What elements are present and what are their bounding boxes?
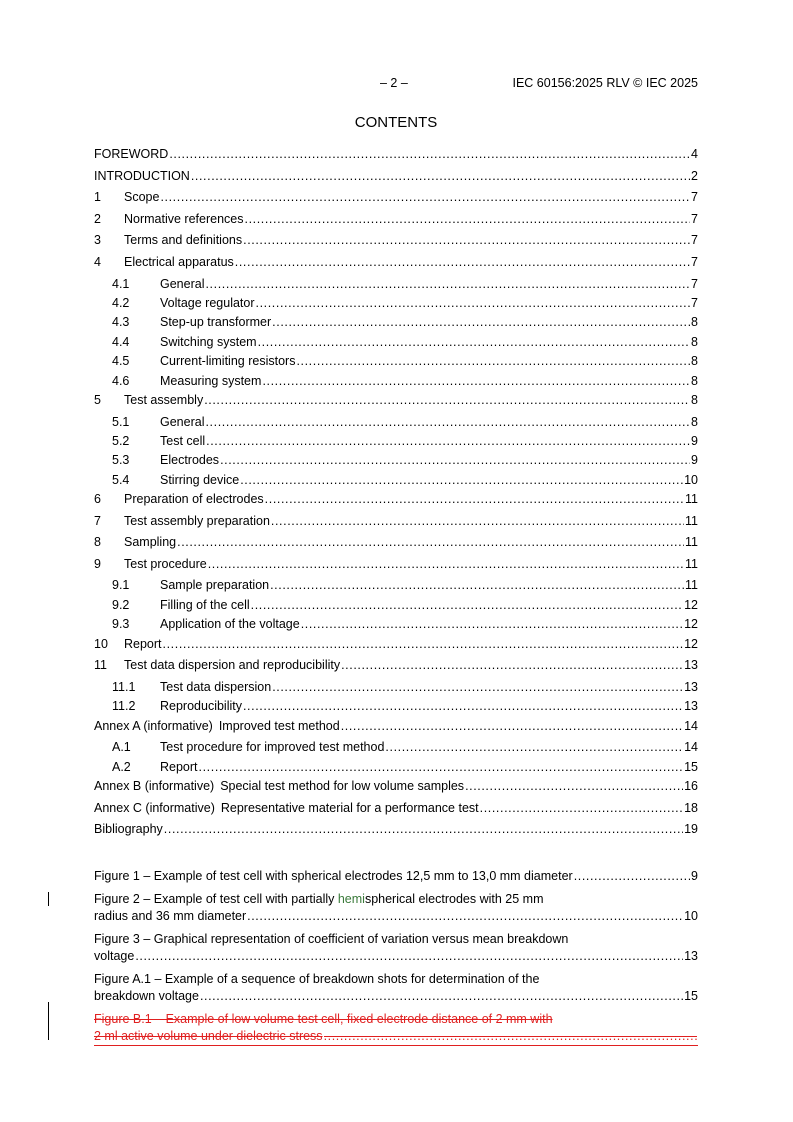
- page-header: [94, 76, 698, 92]
- leader-dots: [251, 597, 683, 613]
- toc-number: 8: [94, 535, 101, 550]
- leader-dots: [206, 433, 690, 449]
- figure-entry-1[interactable]: [94, 868, 698, 885]
- toc-number: A.1: [112, 740, 131, 755]
- toc-title: Test assembly: [124, 392, 204, 407]
- toc-number: 4.5: [112, 354, 130, 369]
- toc-title: Test data dispersion: [160, 679, 272, 694]
- toc-title: Sample preparation: [160, 578, 270, 593]
- figure-title: radius and 36 mm diameter: [94, 909, 247, 923]
- toc-number: 11.1: [112, 679, 136, 694]
- toc-number: A.2: [112, 759, 131, 774]
- toc-page: 11: [685, 513, 698, 528]
- leader-dots: [272, 314, 690, 330]
- figure-title: voltage: [94, 949, 135, 963]
- toc-entry[interactable]: [94, 314, 698, 333]
- leader-dots: [258, 334, 690, 350]
- toc-title: Report: [160, 759, 198, 774]
- toc-page: 14: [684, 718, 698, 733]
- toc-entry[interactable]: [94, 739, 698, 758]
- toc-page: 15: [684, 759, 698, 774]
- toc-entry[interactable]: [94, 334, 698, 353]
- toc-number: 7: [94, 513, 101, 528]
- toc-page: 18: [684, 800, 698, 815]
- toc-title: Voltage regulator: [160, 295, 255, 310]
- toc-number: 9.2: [112, 597, 130, 612]
- leader-dots: [199, 759, 684, 775]
- leader-dots: [247, 908, 683, 925]
- toc-number: 4.3: [112, 315, 130, 330]
- toc-entry[interactable]: [94, 414, 698, 433]
- toc-page: 11: [685, 578, 698, 593]
- toc-page: 7: [691, 254, 698, 269]
- leader-dots: [256, 295, 691, 311]
- toc-page: 7: [691, 295, 698, 310]
- leader-dots: [270, 577, 684, 593]
- leader-dots: [205, 414, 690, 430]
- toc-title: Test data dispersion and reproducibility: [124, 658, 341, 673]
- toc-page: 8: [691, 315, 698, 330]
- toc-title: Sampling: [124, 535, 177, 550]
- figure-title: breakdown voltage: [94, 989, 199, 1003]
- toc-title: Test procedure for improved test method: [160, 740, 385, 755]
- toc-entry[interactable]: [94, 491, 698, 513]
- toc-annex-label: Annex C (informative): [94, 800, 215, 815]
- toc-number: 5: [94, 392, 101, 407]
- toc-title: General: [160, 414, 205, 429]
- leader-dots: [480, 800, 683, 816]
- toc-page: 8: [691, 354, 698, 369]
- toc-page: 7: [691, 211, 698, 226]
- change-bar: [48, 1002, 49, 1040]
- toc-page: 16: [684, 778, 698, 793]
- leader-dots: [191, 168, 690, 184]
- leader-dots: [465, 778, 683, 794]
- toc-entry[interactable]: [94, 433, 698, 452]
- toc-entry[interactable]: [94, 577, 698, 596]
- toc-page: 7: [691, 233, 698, 248]
- toc-title: Normative references: [124, 211, 244, 226]
- toc-entry[interactable]: [94, 534, 698, 556]
- toc-entry[interactable]: [94, 373, 698, 392]
- toc-title: Filling of the cell: [160, 597, 250, 612]
- toc-title: Report: [124, 636, 162, 651]
- toc-number: 5.4: [112, 472, 130, 487]
- toc-page: 13: [684, 679, 698, 694]
- leader-dots: [243, 232, 690, 248]
- toc-title: Reproducibility: [160, 699, 242, 714]
- toc-entry[interactable]: [94, 189, 698, 211]
- toc-number: 11: [94, 658, 107, 673]
- leader-dots: [385, 739, 683, 755]
- toc-page: 7: [691, 276, 698, 291]
- toc-title: Test cell: [160, 433, 206, 448]
- toc-entry[interactable]: [94, 472, 698, 491]
- toc-page: 13: [684, 658, 698, 673]
- toc-page: 8: [691, 373, 698, 388]
- deleted-figure-title: Figure B.1 – Example of low volume test cell, fixed electrode distance of 2 mm with: [94, 1012, 553, 1026]
- toc-page: 13: [684, 699, 698, 714]
- toc-title: FOREWORD: [94, 147, 169, 161]
- leader-dots: [169, 146, 690, 162]
- figure-page: 13: [684, 949, 698, 963]
- toc-number: 11.2: [112, 699, 136, 714]
- toc-title: Representative material for a performance test: [220, 800, 479, 815]
- figure-title: Figure 1 – Example of test cell with spherical electrodes 12,5 mm to 13,0 mm diameter: [94, 869, 573, 883]
- page-title: CONTENTS: [354, 114, 438, 131]
- toc-entry[interactable]: [94, 679, 698, 698]
- leader-dots: [235, 254, 690, 270]
- leader-dots: [243, 698, 683, 714]
- leader-dots: [271, 513, 684, 529]
- toc-title: Preparation of electrodes: [124, 492, 264, 507]
- toc-number: 1: [94, 190, 101, 205]
- figure-entry-2[interactable]: [94, 891, 698, 925]
- toc-page: 11: [685, 492, 698, 507]
- leader-dots: [341, 657, 683, 673]
- toc-entry[interactable]: [94, 616, 698, 635]
- toc-number: 5.1: [112, 414, 130, 429]
- toc-page: 9: [691, 453, 698, 468]
- toc-number: 10: [94, 636, 108, 651]
- leader-dots: [204, 392, 690, 408]
- list-of-figures: [94, 868, 698, 1052]
- leader-dots: [200, 988, 683, 1005]
- toc-entry[interactable]: [94, 597, 698, 616]
- toc-page: 12: [684, 617, 698, 632]
- deleted-figure-title: 2 ml active volume under dielectric stress: [94, 1029, 323, 1043]
- toc-entry[interactable]: [94, 821, 698, 843]
- toc-number: 4.2: [112, 295, 130, 310]
- toc-entry[interactable]: [94, 636, 698, 658]
- toc-title: Improved test method: [218, 718, 340, 733]
- toc-title: Test assembly preparation: [124, 513, 270, 528]
- figure-entry-3[interactable]: [94, 931, 698, 965]
- toc-entry[interactable]: [94, 698, 698, 717]
- figure-entry-b1-deleted[interactable]: [94, 1011, 698, 1046]
- toc-number: 4.6: [112, 373, 130, 388]
- toc-title: Current-limiting resistors: [160, 354, 296, 369]
- figure-entry-a1[interactable]: [94, 971, 698, 1005]
- toc-title: Test procedure: [124, 556, 207, 571]
- toc-page: 12: [684, 597, 698, 612]
- toc-number: 4: [94, 254, 101, 269]
- figure-page: 10: [684, 909, 698, 923]
- toc-title: Measuring system: [160, 373, 262, 388]
- toc-title: Special test method for low volume samples: [220, 778, 465, 793]
- leader-dots: [177, 534, 684, 550]
- leader-dots: [272, 679, 683, 695]
- toc-number: 4.1: [112, 276, 130, 291]
- toc-title: Electrical apparatus: [124, 254, 234, 269]
- toc-title: Step-up transformer: [160, 315, 272, 330]
- toc-page: 8: [691, 414, 698, 429]
- figure-title: Figure A.1 – Example of a sequence of breakdown shots for determination of the: [94, 972, 540, 986]
- leader-dots: [208, 556, 684, 572]
- toc-entry[interactable]: [94, 146, 698, 168]
- toc-page: 8: [691, 392, 698, 407]
- figure-title: Figure 3 – Graphical representation of coefficient of variation versus mean breakdown: [94, 932, 569, 946]
- figure-page: 9: [691, 869, 698, 883]
- toc-number: 4.4: [112, 334, 130, 349]
- leader-dots: [574, 868, 690, 885]
- leader-dots: [265, 491, 684, 507]
- toc-entry[interactable]: [94, 759, 698, 778]
- leader-dots: [160, 189, 690, 205]
- toc-title: INTRODUCTION: [94, 168, 190, 183]
- figure-page: 15: [684, 989, 698, 1003]
- inserted-text: hemi: [337, 892, 365, 906]
- toc-annex-label: Annex B (informative): [94, 778, 215, 793]
- toc-page: 14: [684, 740, 698, 755]
- toc-number: 5.3: [112, 453, 130, 468]
- toc-title: Stirring device: [160, 472, 240, 487]
- toc-title: Electrodes: [160, 453, 220, 468]
- table-of-contents: [94, 146, 698, 843]
- leader-dots: [135, 948, 683, 965]
- toc-page: 11: [685, 535, 698, 550]
- leader-dots: [245, 211, 691, 227]
- toc-entry[interactable]: [94, 513, 698, 535]
- toc-page: 10: [684, 472, 698, 487]
- leader-dots: [163, 636, 684, 652]
- leader-dots: [296, 353, 690, 369]
- change-bar: [48, 892, 49, 906]
- toc-title: Application of the voltage: [160, 617, 300, 632]
- toc-number: 6: [94, 492, 101, 507]
- toc-number: 9: [94, 556, 101, 571]
- toc-entry[interactable]: [94, 452, 698, 471]
- leader-dots: [240, 472, 683, 488]
- toc-entry[interactable]: [94, 254, 698, 276]
- toc-number: 9.1: [112, 578, 130, 593]
- toc-number: 9.3: [112, 617, 130, 632]
- leader-dots: [262, 373, 690, 389]
- toc-title: Bibliography: [94, 822, 163, 837]
- toc-annex-label: Annex A (informative): [94, 718, 213, 733]
- leader-dots: [341, 718, 683, 734]
- toc-entry[interactable]: [94, 657, 698, 679]
- toc-entry[interactable]: [94, 276, 698, 295]
- toc-page: 7: [691, 190, 698, 205]
- toc-page: 19: [684, 822, 698, 837]
- toc-entry[interactable]: [94, 168, 698, 190]
- toc-page: 8: [691, 334, 698, 349]
- figure-title: spherical electrodes with 25 mm: [364, 892, 544, 906]
- toc-page: 9: [691, 433, 698, 448]
- toc-entry[interactable]: [94, 392, 698, 414]
- toc-page: 2: [691, 168, 698, 183]
- toc-title: Scope: [124, 190, 160, 205]
- toc-entry[interactable]: [94, 211, 698, 233]
- toc-entry[interactable]: [94, 295, 698, 314]
- toc-entry[interactable]: [94, 353, 698, 372]
- toc-number: 3: [94, 233, 101, 248]
- toc-page: 11: [685, 556, 698, 571]
- toc-entry[interactable]: [94, 800, 698, 822]
- page-number: – 2 –: [380, 76, 408, 90]
- document-id: IEC 60156:2025 RLV © IEC 2025: [512, 76, 698, 90]
- toc-entry[interactable]: [94, 556, 698, 578]
- leader-dots: [205, 276, 690, 292]
- toc-number: 2: [94, 211, 101, 226]
- figure-title: Figure 2 – Example of test cell with partially: [94, 892, 338, 906]
- toc-title: Switching system: [160, 334, 257, 349]
- toc-entry[interactable]: [94, 718, 698, 740]
- toc-page: 4: [691, 147, 698, 161]
- leader-dots: [324, 1028, 697, 1045]
- toc-entry[interactable]: [94, 778, 698, 800]
- toc-title: General: [160, 276, 205, 291]
- leader-dots: [301, 616, 683, 632]
- toc-entry[interactable]: [94, 232, 698, 254]
- toc-title: Terms and definitions: [124, 233, 243, 248]
- toc-number: 5.2: [112, 433, 130, 448]
- leader-dots: [164, 821, 683, 837]
- leader-dots: [220, 452, 690, 468]
- toc-page: 12: [684, 636, 698, 651]
